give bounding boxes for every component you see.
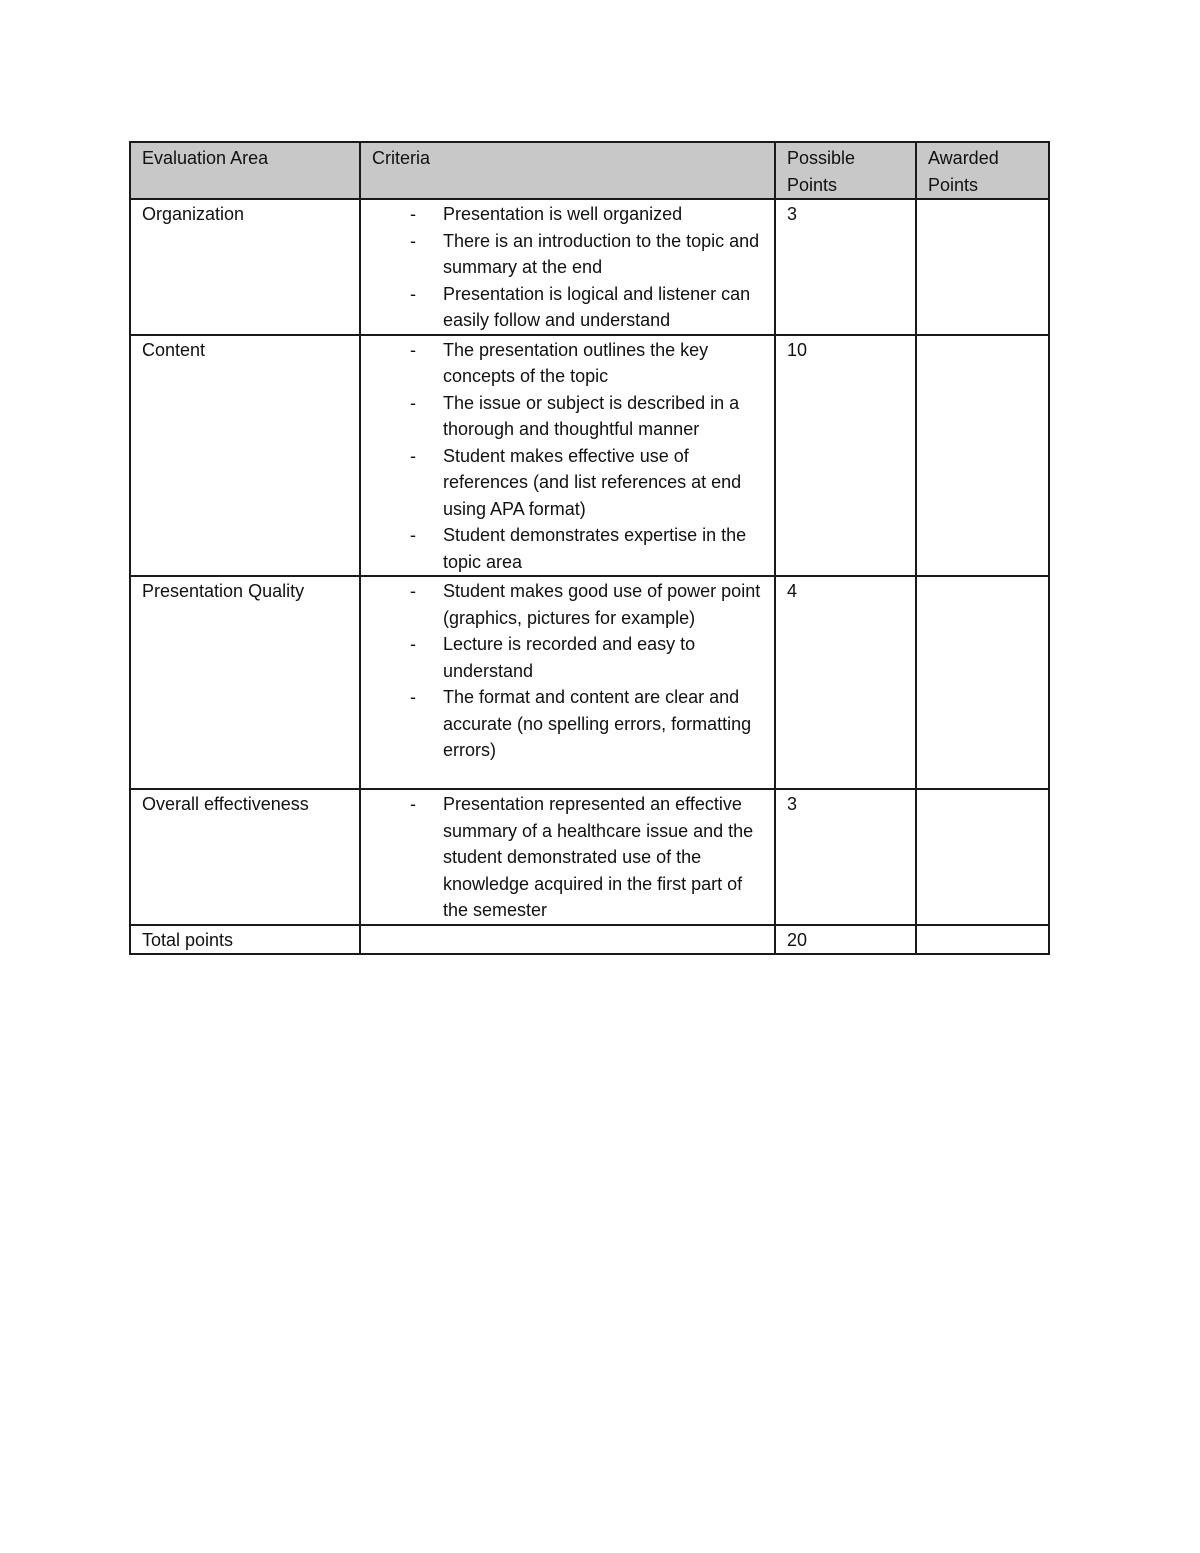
criteria-text: Lecture is recorded and easy to understand	[443, 634, 696, 681]
criteria-text: Student demonstrates expertise in the topic area	[443, 525, 747, 572]
criteria-list	[372, 578, 764, 764]
bullet-dash: -	[410, 581, 416, 601]
table-row	[130, 335, 1049, 577]
criteria-item	[372, 522, 764, 575]
table-row	[130, 789, 1049, 925]
header-criteria: Criteria	[360, 142, 775, 199]
bullet-dash: -	[410, 339, 416, 360]
table-row	[130, 576, 1049, 789]
bullet-dash: -	[410, 445, 416, 466]
total-criteria-cell	[360, 925, 775, 955]
awarded-points-cell[interactable]	[916, 199, 1049, 335]
criteria-item	[372, 390, 764, 443]
total-label-cell: Total points	[130, 925, 360, 955]
bullet-dash: -	[410, 392, 416, 413]
criteria-text: Presentation is logical and listener can easily follow and understand	[443, 283, 751, 330]
criteria-item	[372, 443, 764, 523]
criteria-item	[372, 281, 764, 334]
criteria-item	[372, 578, 764, 631]
criteria-item	[372, 684, 764, 764]
criteria-cell	[360, 789, 775, 925]
table-row	[130, 199, 1049, 335]
criteria-cell	[360, 576, 775, 789]
criteria-list	[372, 791, 764, 924]
header-evaluation-area: Evaluation Area	[130, 142, 360, 199]
criteria-list	[372, 337, 764, 576]
criteria-text: The presentation outlines the key concepts of the topic	[443, 339, 709, 386]
criteria-text: Student makes effective use of references (and list references at end using APA format)	[443, 445, 742, 519]
evaluation-area-cell: Overall effectiveness	[130, 789, 360, 925]
possible-points-cell: 10	[775, 335, 916, 577]
awarded-points-cell[interactable]	[916, 789, 1049, 925]
criteria-item	[372, 337, 764, 390]
criteria-text: The issue or subject is described in a thorough and thoughtful manner	[443, 392, 740, 439]
total-awarded-points-cell[interactable]	[916, 925, 1049, 955]
criteria-item	[372, 228, 764, 281]
total-row	[130, 925, 1049, 955]
criteria-item	[372, 201, 764, 228]
possible-points-cell: 3	[775, 789, 916, 925]
criteria-text: Presentation is well organized	[443, 204, 683, 224]
criteria-list	[372, 201, 764, 334]
total-possible-points-cell: 20	[775, 925, 916, 955]
criteria-cell	[360, 199, 775, 335]
bullet-dash: -	[410, 525, 416, 545]
evaluation-area-cell: Organization	[130, 199, 360, 335]
criteria-item	[372, 631, 764, 684]
criteria-text: Student makes good use of power point (graphics, pictures for example)	[443, 581, 761, 628]
bullet-dash: -	[410, 230, 416, 251]
bullet-dash: -	[410, 634, 416, 654]
evaluation-area-cell: Presentation Quality	[130, 576, 360, 789]
bullet-dash: -	[410, 283, 416, 304]
possible-points-cell: 4	[775, 576, 916, 789]
header-awarded-points: Awarded Points	[916, 142, 1049, 199]
criteria-cell	[360, 335, 775, 577]
criteria-text: There is an introduction to the topic and summary at the end	[443, 230, 760, 277]
bullet-dash: -	[410, 794, 416, 814]
evaluation-area-cell: Content	[130, 335, 360, 577]
rubric-table	[129, 141, 1050, 955]
criteria-item	[372, 791, 764, 924]
awarded-points-cell[interactable]	[916, 335, 1049, 577]
criteria-text: The format and content are clear and accurate (no spelling errors, formatting errors)	[443, 687, 752, 760]
awarded-points-cell[interactable]	[916, 576, 1049, 789]
header-row	[130, 142, 1049, 199]
possible-points-cell: 3	[775, 199, 916, 335]
bullet-dash: -	[410, 687, 416, 707]
criteria-text: Presentation represented an effective summary of a healthcare issue and the student demonstrated use of the knowledge acquired in the first part of the semester	[443, 794, 754, 920]
header-possible-points: Possible Points	[775, 142, 916, 199]
bullet-dash: -	[410, 204, 416, 224]
